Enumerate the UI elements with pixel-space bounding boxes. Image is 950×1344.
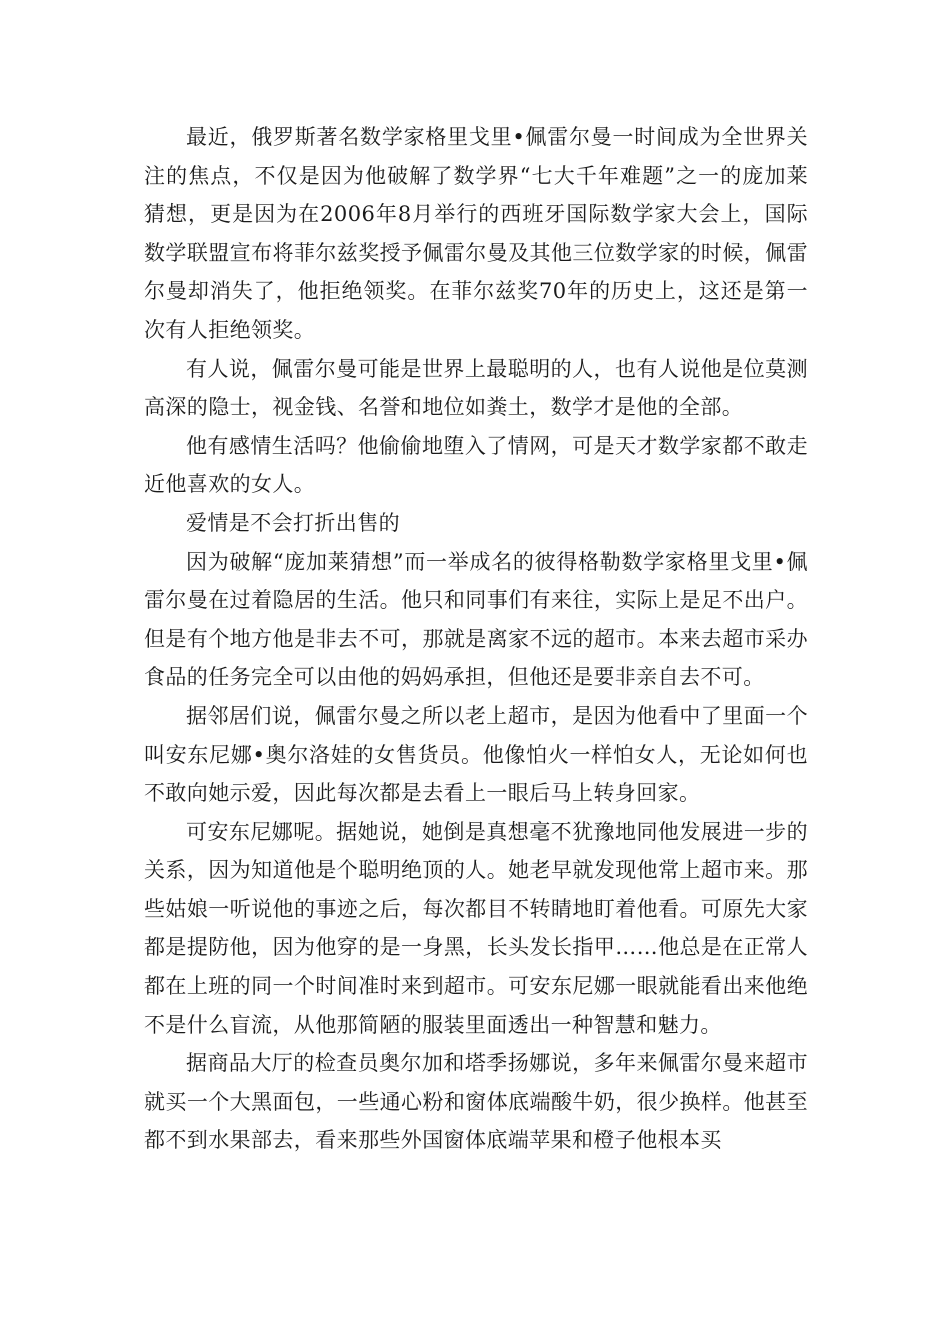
paragraph-7: 可安东尼娜呢。据她说，她倒是真想毫不犹豫地同他发展进一步的关系，因为知道他是个聪明绝顶的人。她老早就发现他常上超市来。那些姑娘一听说他的事迹之后，每次都目不转睛地盯着他看。可原先大家都是提防他，因为他穿的是一身黑，长头发长指甲……他总是在正常人都在上班的同一个时间准时来到超市。可安东尼娜一眼就能看出来他绝不是什么盲流，从他那简陋的服装里面透出一种智慧和魅力。 [144,819,808,1037]
paragraph-3: 他有感情生活吗？他偷偷地堕入了情网，可是天才数学家都不敢走近他喜欢的女人。 [144,433,808,497]
paragraph-8: 据商品大厅的检查员奥尔加和塔季扬娜说，多年来佩雷尔曼来超市就买一个大黑面包，一些通心粉和窗体底端酸牛奶，很少换样。他甚至都不到水果部去，看来那些外国窗体底端苹果和橙子他根本买 [144,1051,808,1153]
article-body [144,118,808,1160]
paragraph-1: 最近，俄罗斯著名数学家格里戈里•佩雷尔曼一时间成为全世界关注的焦点，不仅是因为他破解了数学界“七大千年难题”之一的庞加莱猜想，更是因为在2006年8月举行的西班牙国际数学家大会上，国际数学联盟宣布将菲尔兹奖授予佩雷尔曼及其他三位数学家的时候，佩雷尔曼却消失了，他拒绝领奖。在菲尔兹奖70年的历史上，这还是第一次有人拒绝领奖。 [144,125,808,342]
paragraph-2: 有人说，佩雷尔曼可能是世界上最聪明的人，也有人说他是位莫测高深的隐士，视金钱、名誉和地位如粪土，数学才是他的全部。 [144,356,808,420]
paragraph-6: 据邻居们说，佩雷尔曼之所以老上超市，是因为他看中了里面一个叫安东尼娜•奥尔洛娃的女售货员。他像怕火一样怕女人，无论如何也不敢向她示爱，因此每次都是去看上一眼后马上转身回家。 [144,703,808,806]
paragraph-5: 因为破解“庞加莱猜想”而一举成名的彼得格勒数学家格里戈里•佩雷尔曼在过着隐居的生活。他只和同事们有来往，实际上是足不出户。但是有个地方他是非去不可，那就是离家不远的超市。本来去超市采办食品的任务完全可以由他的妈妈承担，但他还是要非亲自去不可。 [144,549,808,690]
section-heading: 爱情是不会打折出售的 [186,510,400,535]
